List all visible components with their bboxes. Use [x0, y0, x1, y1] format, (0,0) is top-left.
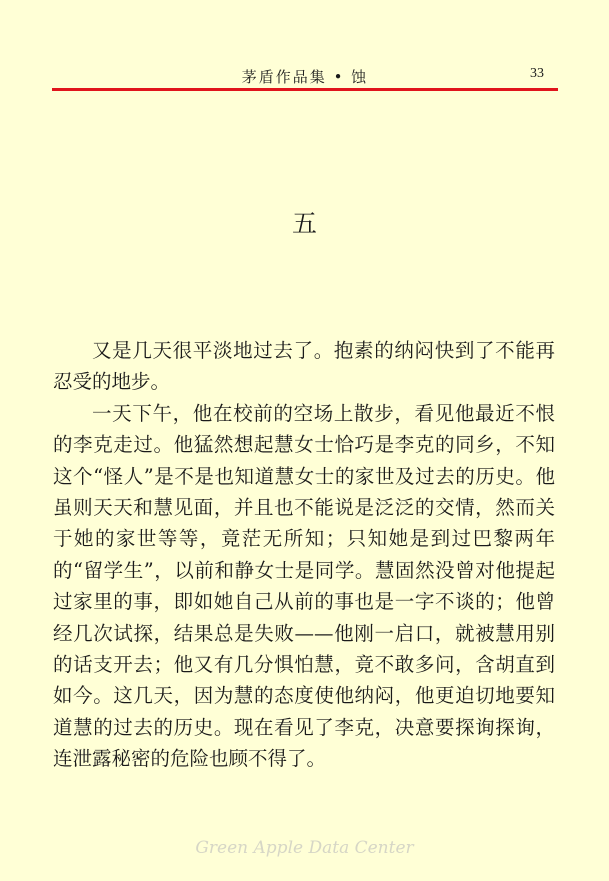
paragraph: 又是几天很平淡地过去了。抱素的纳闷快到了不能再忍受的地步。: [53, 339, 555, 394]
page-number: 33: [530, 66, 544, 81]
book-title: 茅盾作品集 • 蚀: [241, 68, 369, 86]
header-divider: [52, 88, 558, 91]
chapter-title: 五: [291, 209, 317, 238]
paragraph: 一天下午，他在校前的空场上散步，看见他最近不恨的李克走过。他猛然想起慧女士恰巧是李克的同乡，不知这个“怪人”是不是也知道慧女士的家世及过去的历史。他虽则天天和慧见面，并且也不能说是泛泛的交情，然而关于她的家世等等，竟茫无所知；只知她是到过巴黎两年的“留学生”，以前和静女士是同学。慧固然没曾对他提起过家里的事，即如她自己从前的事也是一字不谈的；他曾经几次试探，结果总是失败——他刚一启口，就被慧用别的话支开去；他又有几分惧怕慧，竟不敢多问，含胡直到如今。这几天，因为慧的态度使他纳闷，他更迫切地要知道慧的过去的历史。现在看见了李克，决意要探询探询，连泄露秘密的危险也顾不得了。: [53, 401, 555, 771]
chapter-body: [53, 335, 555, 775]
watermark: Green Apple Data Center: [195, 838, 414, 858]
running-header: [52, 62, 558, 90]
